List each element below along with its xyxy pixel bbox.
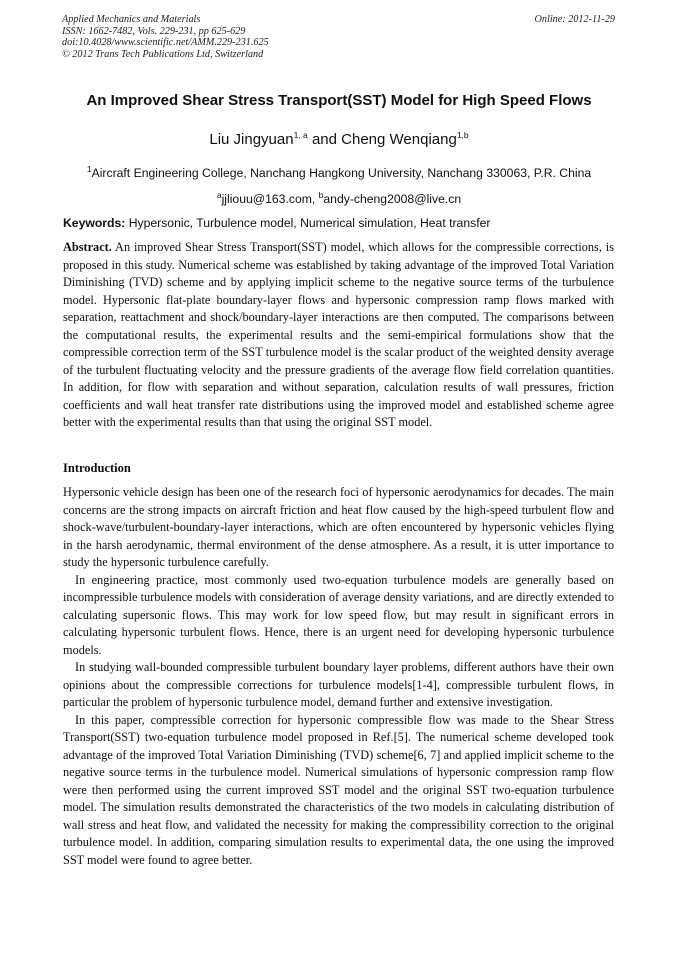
keywords (63, 216, 490, 230)
introduction-body (63, 484, 614, 869)
copyright-line: © 2012 Trans Tech Publications Ltd, Switzerland (62, 48, 264, 60)
email-a: jjliouu@163.com, (221, 192, 319, 206)
paper-title: An Improved Shear Stress Transport(SST) Model for High Speed Flows (86, 92, 592, 109)
author-2-affiliation-mark: 1,b (456, 130, 469, 140)
author-line (0, 131, 678, 148)
intro-paragraph: Hypersonic vehicle design has been one of the research foci of hypersonic aerodynamics for decades. The main concerns are the strong impacts on aircraft friction and heat flow caused by the high-speed turbulent flow and shock-wave/turbulent-boundary-layer interactions, which are often encountered by hypersonic vehicles flying in the harsh aerodynamic, thermal environment of the dense atmosphere. As a result, it is utter importance to study the hypersonic turbulence carefully. (63, 485, 614, 569)
email-a-mark: a (216, 189, 222, 200)
author-2: Cheng Wenqiang (341, 131, 457, 148)
section-heading-introduction: Introduction (63, 461, 131, 475)
affiliation-text: Aircraft Engineering College, Nanchang Hangkong University, Nanchang 330063, P.R. China (91, 166, 592, 180)
author-1-affiliation-mark: 1, a (293, 130, 308, 140)
affiliation (0, 163, 678, 180)
abstract (63, 239, 614, 432)
author-conjunction: and (307, 131, 342, 148)
doi-line: doi:10.4028/www.scientific.net/AMM.229-231.625 (62, 37, 269, 49)
email-b: andy-cheng2008@live.cn (323, 192, 462, 206)
keywords-text: Hypersonic, Turbulence model, Numerical simulation, Heat transfer (125, 216, 491, 230)
intro-paragraph: In engineering practice, most commonly used two-equation turbulence models are generally based on incompressible turbulence models with consideration of average density variations, and are directly extended to calculating supersonic flows. This may work for low speed flow, but may result in significant errors in calculating hypersonic turbulent flows. Hence, there is an urgent need for developing hypersonic turbulence models. (63, 572, 614, 657)
abstract-label: Abstract. (63, 240, 112, 254)
journal-header (62, 14, 269, 60)
intro-paragraph: In this paper, compressible correction for hypersonic compressible flow was made to the Shear Stress Transport(SST) two-equation turbulence model proposed in Ref.[5]. The numerical scheme developed took advantage of the improved Total Variation Diminishing (TVD) scheme[6, 7] and applied implicit scheme to the negative source terms in the turbulence model. Numerical simulations of hypersonic compression ramp flow were then performed using the current improved SST model and the original SST two-equation turbulence model. The simulation results demonstrated the characteristics of the two models in calculating distribution of wall stress and heat flow, and validated the necessity for making the compressibility correction to the original turbulence model. In addition, comparing simulation results to experimental data, the one using the improved SST model were found to agree better. (63, 712, 614, 867)
affiliation-mark: 1 (86, 163, 92, 174)
online-date: Online: 2012-11-29 (534, 14, 615, 25)
intro-paragraph: In studying wall-bounded compressible turbulent boundary layer problems, different authors have their own opinions about the compressible corrections for turbulence models[1-4], compressible turbulent flows, in particular the problem of hypersonic turbulence model, demand further and extensive investigation. (63, 660, 614, 709)
author-1: Liu Jingyuan (209, 131, 294, 148)
journal-name: Applied Mechanics and Materials (62, 14, 201, 25)
issn-line: ISSN: 1662-7482, Vols. 229-231, pp 625-629 (62, 25, 246, 37)
email-line (0, 189, 678, 206)
email-b-mark: b (318, 189, 324, 200)
keywords-label: Keywords: (63, 216, 126, 230)
abstract-text: An improved Shear Stress Transport(SST) model, which allows for the compressible corrections, is proposed in this study. Numerical scheme was established by taking advantage of the improved Total Variation Diminishing (TVD) scheme and by applying implicit scheme to the negative source terms of the turbulence model. Hypersonic flat-plate boundary-layer flows and hypersonic compression ramp flows marked with separation, reattachment and shock/boundary-layer interactions are then computed. The comparisons between the computational results, the experimental results and the semi-empirical formulations show that the compressible correction term of the SST turbulence model is the scalar product of the weighted density average of the turbulent fluctuating velocity and the pressure gradients of the average flow field correlation quantities. In addition, for flow with separation and without separation, calculation results of wall pressures, friction coefficients and wall heat transfer rate distributions using the improved model and established scheme agree better with the experimental results than that using the original SST model. (63, 240, 614, 429)
